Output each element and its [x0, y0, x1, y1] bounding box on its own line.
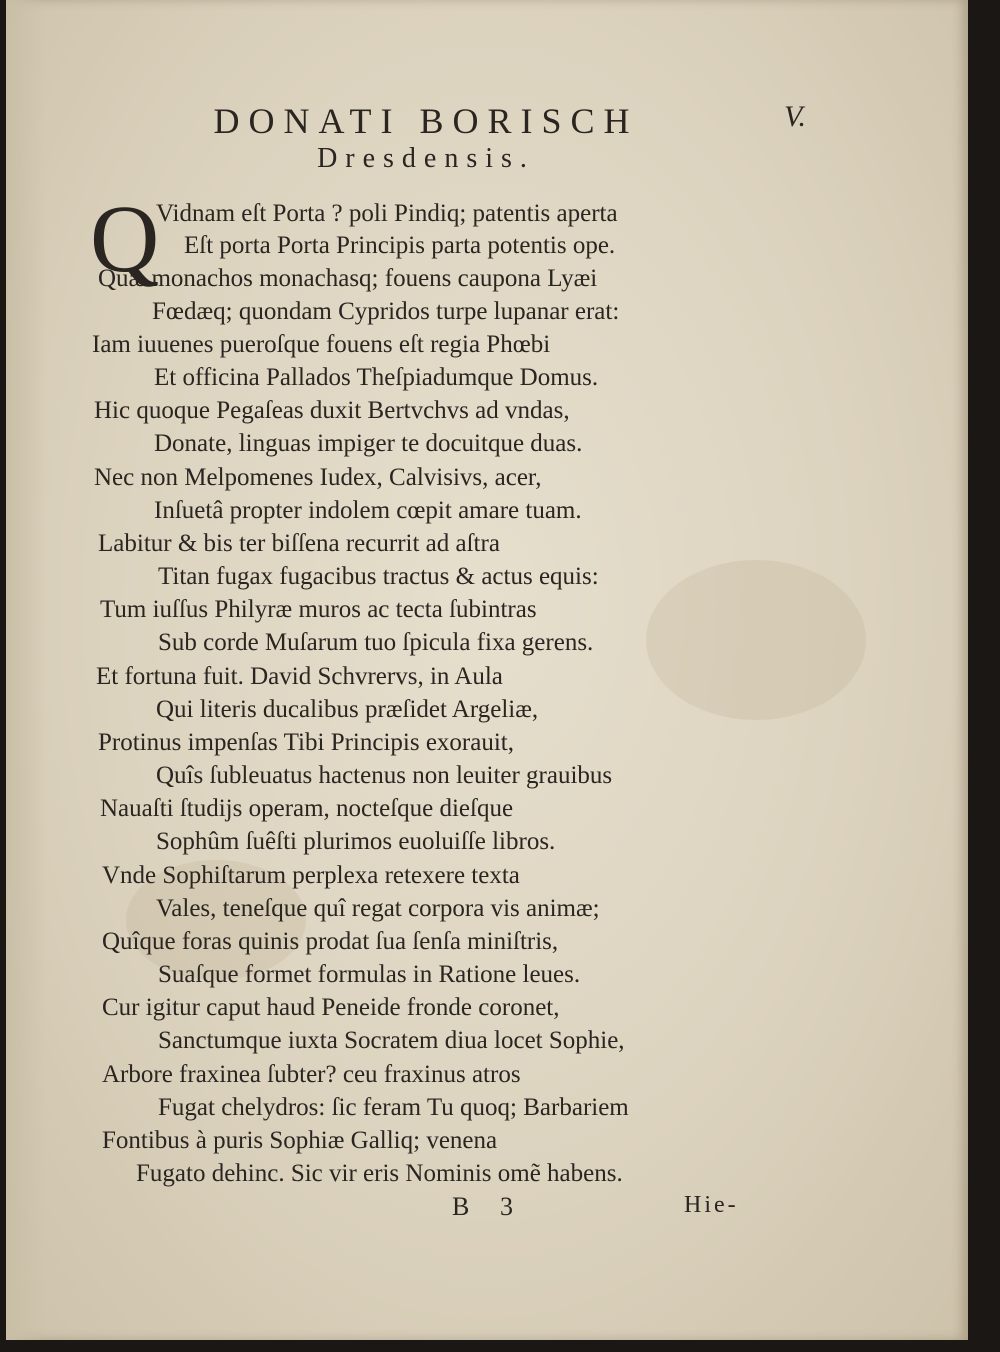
poem-line: Et fortuna fuit. David Schvrervs, in Aula: [96, 663, 503, 690]
page-number: 3: [500, 1192, 513, 1221]
poem-line: Vales, teneſque quî regat corpora vis animæ;: [156, 895, 600, 922]
signature-mark: B: [452, 1192, 472, 1221]
page-title: DONATI BORISCH: [213, 101, 639, 141]
page-subtitle: Dresdensis.: [317, 143, 535, 174]
poem-line: Cur igitur caput haud Peneide fronde coronet,: [102, 994, 560, 1021]
poem-line: Quîs ſubleuatus hactenus non leuiter grauibus: [156, 762, 613, 789]
page-spine-shadow: [6, 0, 46, 1340]
poem-line: Nauaſti ſtudijs operam, nocteſque dieſque: [100, 795, 514, 822]
poem-line: Sophûm ſuêſti plurimos euoluiſſe libros.: [156, 828, 556, 855]
poem-line: Titan fugax fugacibus tractus & actus equis:: [158, 563, 599, 590]
poem-line: Hic quoque Pegaſeas duxit Bertvchvs ad vndas,: [94, 397, 570, 424]
poem-line: Iam iuuenes pueroſque fouens eſt regia Phœbi: [92, 331, 551, 358]
folio-mark: V.: [784, 100, 806, 133]
catchword: Hie-: [684, 1192, 739, 1218]
poem-line: Fugat chelydros: ſic feram Tu quoq; Barbariem: [158, 1094, 629, 1121]
poem-line: Quæ monachos monachasq; fouens caupona Lyæi: [98, 265, 598, 292]
poem-line: Sanctumque iuxta Socratem diua locet Sophie,: [158, 1027, 625, 1054]
poem-line: Nec non Melpomenes Iudex, Calvisivs, acer,: [94, 464, 542, 491]
paper-stain: [646, 560, 866, 720]
poem-line: Fœdæq; quondam Cypridos turpe lupanar erat:: [152, 298, 620, 325]
drop-capital: Q: [90, 185, 160, 292]
poem-line: Vidnam eſt Porta ? poli Pindiq; patentis aperta: [156, 200, 618, 227]
poem-line: Quîque foras quinis prodat ſua ſenſa miniſtris,: [102, 928, 559, 955]
poem-line: Fontibus à puris Sophiæ Galliq; venena: [102, 1127, 498, 1154]
poem-line: Protinus impenſas Tibi Principis exorauit,: [98, 729, 514, 756]
poem-line: Tum iuſſus Philyræ muros ac tecta ſubintras: [100, 596, 537, 623]
poem-line: Suaſque formet formulas in Ratione leues.: [158, 961, 581, 988]
poem-line: Donate, linguas impiger te docuitque duas.: [154, 430, 583, 457]
poem-line: Sub corde Muſarum tuo ſpicula fixa gerens.: [158, 629, 594, 656]
poem-line: Vnde Sophiſtarum perplexa retexere texta: [102, 862, 520, 889]
poem-line: Inſuetâ propter indolem cœpit amare tuam.: [154, 497, 582, 524]
poem-line: Qui literis ducalibus præſidet Argeliæ,: [156, 696, 539, 723]
poem-line: Et officina Pallados Theſpiadumque Domus.: [154, 364, 599, 391]
poem-line: Eſt porta Porta Principis parta potentis ope.: [184, 232, 616, 259]
book-page: [6, 0, 968, 1340]
poem-line: Labitur & bis ter biſſena recurrit ad aſtra: [98, 530, 500, 557]
page-header: [166, 100, 686, 176]
poem-line: Fugato dehinc. Sic vir eris Nominis omẽ habens.: [136, 1160, 623, 1187]
poem-line: Arbore fraxinea ſubter? ceu fraxinus atros: [102, 1061, 521, 1088]
